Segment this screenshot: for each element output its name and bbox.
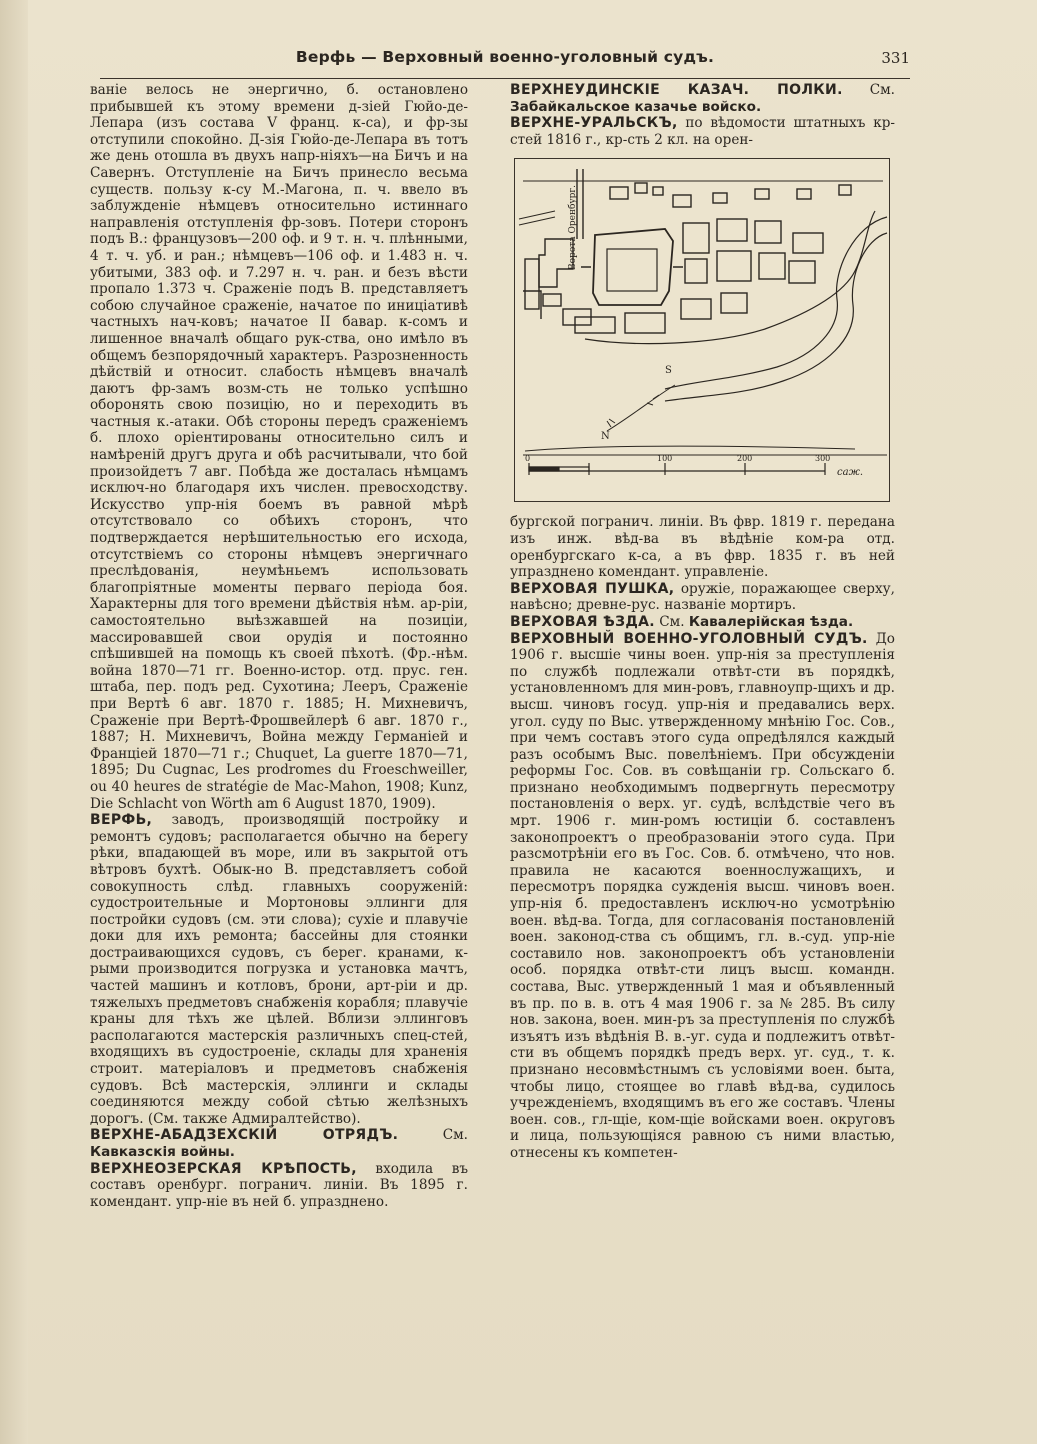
entry-verkhneozer	[90, 1161, 468, 1211]
compass-n: N	[601, 431, 610, 443]
entry-verkhneudin-headword: ВЕРХНЕУДИНСКІЕ КАЗАЧ. ПОЛКИ.	[510, 82, 843, 98]
scale-label-0: 0	[525, 454, 531, 464]
gate-label: Ворота Оренбург.	[568, 185, 578, 271]
entry-verkhovaya-pushka	[510, 581, 895, 614]
entry-verkhne-abadz-headword: ВЕРХНЕ-АБАДЗЕХСКІЙ ОТРЯДЪ.	[90, 1127, 399, 1144]
entry-verkhovny-sud-text: До 1906 г. высшіе чины воен. упр-нія за преступленія по службѣ подлежали отвѣт-сти въ порядкѣ, установленномъ для мин-ровъ, главноупр-щихъ и др. высш. чиновъ госуд. упр-нія и предавались верх. угол. суду по Выс. утвержденному мнѣнію Гос. Сов., при чемъ составъ этого суда опредѣлялся каждый разъ особымъ Выс. повелѣніемъ. При обсужденіи реформы Гос. Сов. въ совѣщаніи гр. Сольскаго б. признано необходимымъ подвергнуть пересмотру постановленія о верх. уг. судѣ, вслѣдствіе чего въ мрт. 1906 г. мин-ромъ юстиціи б. составленъ законопроектъ о преобразованіи этого суда. При разсмотрѣніи его въ Гос. Сов. б. отмѣчено, что нов. правила не касаются военнослужащихъ, и пересмотръ порядка сужденія высш. чиновъ воен. упр-нія б. предоставленъ исключ-но усмотрѣнію воен. вѣд-ва. Тогда, для согласованія постановленій воен. законод-ства съ общимъ, гл. в.-суд. упр-ніе составило нов. законопроектъ объ установленіи особ. порядка отвѣт-сти лицъ высш. командн. состава, Выс. утвержденный 1 мая и объявленный въ пр. по в. в. отъ 4 мая 1906 г. за № 285. Въ силу нов. закона, воен. мин-ръ за преступленія по службѣ изъятъ изъ вѣдѣнія В. в.-уг. суда и подлежитъ отвѣт-сти въ общемъ порядкѣ предъ верх. уг. суд., т. к. признано несовмѣстнымъ съ условіями воен. быта, чтобы лицо, стоящее во главѣ вѣд-ва, судилось учрежденіемъ, входящимъ въ его же составъ. Члены воен. сов., гл-щіе, ком-щіе войсками воен. округовъ и лица, пользующіяся равною съ ними властью, отнесены къ компетен-	[510, 630, 895, 1161]
scale-label-200: 200	[737, 454, 753, 464]
entry-verkhne-uralsk-text-1: по вѣдомости штатныхъ кр-стей 1816 г., кр-сть 2 кл. на орен-	[510, 115, 895, 148]
entry-verkhne-uralsk	[510, 115, 895, 148]
entry-verkhneudin	[510, 82, 895, 115]
entry-verkhovaya-pushka-headword: ВЕРХОВАЯ ПУШКА,	[510, 580, 675, 597]
vert-battle-continuation: ваніе велось не энергично, б. остановлено прибывшей къ этому времени д-зіей Гюйо-де-Лепара (изъ состава V франц. к-са), и фр-зы отступили спокойно. Д-зія Гюйо-де-Лепара въ тотъ же день отошла въ двухъ напр-ніяхъ—на Бичъ и на Савернъ. Отступленіе на Бичъ принесло весьма существ. пользу к-су М.-Магона, п. ч. ввело въ заблужденіе нѣмцевъ относительно истиннаго направленія отступленія фр-зовъ. Потери сторонъ подъ В.: французовъ—200 оф. и 9 т. н. ч. плѣнными, 4 т. ч. уб. и ран.; нѣмцевъ—106 оф. и 1.483 н. ч. убитыми, 383 оф. и 7.297 н. ч. ран. и безъ вѣсти пропало 1.373 ч. Сраженіе подъ В. представляетъ собою случайное сраженіе, начатое по иниціативѣ частныхъ нач-ковъ; начатое II бавар. к-сомъ и лишенное вначалѣ общаго рук-ства, оно имѣло въ общемъ безпорядочный характеръ. Разрозненность дѣйствій и относит. слабость нѣмцевъ вначалѣ даютъ фр-замъ возм-сть не только успѣшно оборонять свою позицію, но и переходить въ частныя к.-атаки. Обѣ стороны передъ сраженіемъ б. плохо оріентированы относительно силъ и намѣреній другъ друга и обѣ расчитывали, что бой произойдетъ 7 авг. Побѣда же досталась нѣмцамъ исключ-но благодаря ихъ числен. превосходству. Искусство упр-нія боемъ въ равной мѣрѣ отсутствовало со обѣихъ сторонъ, что подтверждается нерѣшительностью его исхода, отсутствіемъ со стороны нѣмцевъ энергичнаго преслѣдованія, неумѣньемъ использовать благопріятные моменты перваго періода боя. Характерны для того времени дѣйствія нѣм. ар-ріи, самостоятельно выѣзжавшей на позиціи, массировавшей свои орудія и постоянно спѣшившей на помощь къ своей пѣхотѣ. (Фр.-нѣм. война 1870—71 гг. Военно-истор. отд. прус. ген. штаба, пер. подъ ред. Сухотина; Лееръ, Сраженіе при Вертѣ 6 авг. 1870 г. 1885; Н. Михневичъ, Сраженіе при Вертѣ-Фрошвейлерѣ 6 авг. 1870 г., 1887; Н. Михневичъ, Война между Германіей и Франціей 1870—71 г.; Chuquet, La guerre 1870—71, 1895; Du Cugnac, Les prodromes du Froeschweiller, ou 40 heures de stratégie de Mac-Mahon, 1908; Kunz, Die Schlacht von Wörth am 6 August 1870, 1909).	[90, 82, 468, 812]
entry-verkhneozer-headword: ВЕРХНЕОЗЕРСКАЯ КРѢПОСТЬ,	[90, 1160, 357, 1177]
entry-verkhovny-sud	[510, 631, 895, 1162]
scale-label-100: 100	[657, 454, 673, 464]
cross-reference: Кавалерійская ѣзда.	[688, 613, 854, 630]
see-label: См.	[659, 613, 685, 630]
entry-verkhne-uralsk-text-2: бургской погранич. линіи. Въ фвр. 1819 г. передана изъ инж. вѣд-ва въ вѣдѣніе ком-ра отд. оренбургскаго к-са, а въ фвр. 1835 г. въ ней упразднено комендант. управленіе.	[510, 514, 895, 581]
entry-verkhovaya-ezda-headword: ВЕРХОВАЯ ѢЗДА.	[510, 613, 655, 630]
entry-verkhne-abadz	[90, 1127, 468, 1160]
compass-s: S	[665, 365, 672, 377]
scale-label-300: 300	[815, 454, 831, 464]
fortress-plan-figure	[514, 158, 890, 502]
right-column	[510, 82, 895, 1162]
entry-verf-headword: ВЕРФЬ,	[90, 812, 153, 829]
cross-reference: Забайкальское казачье войско.	[510, 98, 762, 115]
entry-verkhovaya-pushka-text: оружіе, поражающее сверху, навѣсно; древне-рус. названіе мортиръ.	[510, 580, 895, 614]
cross-reference: Кавказскія войны.	[90, 1144, 235, 1160]
see-label: См.	[442, 1127, 468, 1144]
fortress-plan-svg	[515, 159, 888, 500]
entry-verf	[90, 812, 468, 1127]
page-number: 331	[881, 49, 910, 67]
entry-verkhovny-sud-headword: ВЕРХОВНЫЙ ВОЕННО-УГОЛОВНЫЙ СУДЪ.	[510, 630, 868, 647]
page-header-title: Верфь — Верховный военно-уголовный судъ.	[295, 48, 715, 66]
see-label: См.	[869, 82, 895, 98]
entry-verf-text: заводъ, производящій постройку и ремонтъ судовъ; располагается обычно на берегу рѣки, впадающей въ море, или въ закрытой отъ вѣтровъ бухтѣ. Обык-но В. представляетъ собой совокупность слѣд. главныхъ сооруженій: судостроительные и Мортоновы эллинги для постройки судовъ (см. эти слова); сухіе и плавучіе доки для ихъ ремонта; бассейны для стоянки достраивающихся судовъ, съ берег. кранами, к-рыми производится погрузка и установка мачтъ, частей машинъ и котловъ, брони, арт-ріи и др. тяжелыхъ предметовъ снабженія корабля; плавучіе краны для тѣхъ же цѣлей. Вблизи эллинговъ располагаются мастерскія различныхъ спец-стей, входящихъ въ судостроеніе, склады для храненія строит. матеріаловъ и предметовъ снабженія судовъ. Всѣ мастерскія, эллинги и склады соединяются между собой сѣтью желѣзныхъ дорогъ. (См. также Адмиралтейство).	[90, 812, 468, 1127]
entry-verkhneozer-text: входила въ составъ оренбург. погранич. линіи. Въ 1895 г. комендант. упр-ніе въ ней б. упразднено.	[90, 1160, 468, 1210]
left-column	[90, 82, 468, 1210]
entry-verkhne-uralsk-headword: ВЕРХНЕ-УРАЛЬСКЪ,	[510, 115, 678, 132]
scale-unit: саж.	[837, 467, 864, 479]
entry-verkhovaya-ezda	[510, 614, 895, 631]
running-head	[100, 42, 910, 79]
